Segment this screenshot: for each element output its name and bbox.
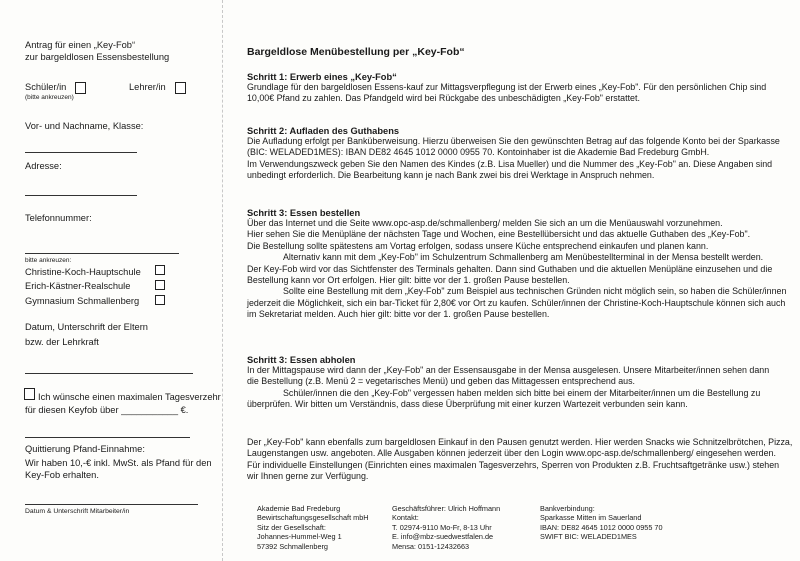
footer-company-line: Sitz der Gesellschaft: <box>257 522 326 532</box>
footer-bank-line: Bankverbindung: <box>540 504 595 513</box>
pause-shopping-line: Laugenstangen usw. angeboten. Alle Ausgaben können jederzeit über den Login www.opc-asp.de/schmallenberg/ eingesehen werden. <box>247 448 776 459</box>
footer-company-line: Akademie Bad Fredeburg <box>257 504 341 513</box>
step-3-line: Alternativ kann mit dem „Key-Fob" im Schulzentrum Schmallenberg am Menübestellterminal in der Mensa bestellt werden. <box>283 252 764 263</box>
school-3-checkbox[interactable] <box>155 295 165 305</box>
step-2-line: (BIC: WELADED1MES): IBAN DE82 4645 1012 0000 0955 70. Kontoinhaber ist die Akademie Bad Fredeburg GmbH. <box>247 147 710 158</box>
footer-contact-line: Geschäftsführer: Ulrich Hoffmann <box>392 504 501 513</box>
staff-signature-label: Datum & Unterschrift Mitarbeiter/in <box>25 508 130 515</box>
schueler-checkbox[interactable] <box>75 82 86 94</box>
school-2-checkbox[interactable] <box>155 280 165 290</box>
limit-checkbox[interactable] <box>24 388 35 400</box>
step-3-line: Der Key-Fob wird vor das Sichtfenster des Terminals gehalten. Dann sind Guthaben und die aktuellen Menüpläne einzusehen und die <box>247 263 773 274</box>
signature-label-line-2: bzw. der Lehrkraft <box>25 336 99 347</box>
name-field[interactable] <box>25 152 137 153</box>
section-step-4 <box>247 355 769 411</box>
schueler-label: Schüler/in <box>25 82 67 92</box>
footer-company-line: Bewirtschaftungsgesellschaft mbH <box>257 513 369 523</box>
form-header-line-1: Antrag für einen „Key-Fob“ <box>25 40 136 50</box>
footer-bank-line: IBAN: DE82 4645 1012 0000 0955 70 <box>540 522 663 532</box>
step-3-heading: Schritt 3: Essen bestellen <box>247 208 361 218</box>
step-4-line: In der Mittagspause wird dann der „Key-Fob" an der Essensausgabe in der Mensa ausgelesen. Unsere Mitarbeiter/innen sehen dann <box>247 365 770 375</box>
school-3-label: Gymnasium Schmallenberg <box>25 296 140 306</box>
pfand-text-line-2: Key-Fob erhalten. <box>25 469 99 480</box>
footer-contact-line: Kontakt: <box>392 513 419 523</box>
signature-label <box>25 322 148 348</box>
schueler-hint: (bitte ankreuzen) <box>25 94 74 101</box>
name-label: Vor- und Nachname, Klasse: <box>25 121 144 131</box>
step-1-heading: Schritt 1: Erwerb eines „Key-Fob“ <box>247 72 397 82</box>
pfand-title: Quittierung Pfand-Einnahme: <box>25 444 145 454</box>
form-header <box>25 40 169 63</box>
step-2-heading: Schritt 2: Aufladen des Guthabens <box>247 126 400 136</box>
school-1-label: Christine-Koch-Hauptschule <box>25 267 141 277</box>
footer-contact <box>392 504 500 551</box>
schools-hint: bitte ankreuzen: <box>25 257 72 264</box>
step-4-line: die Bestellung (z.B. Menü 2 = vegetarisches Menü) und geben das Mittagessen entsprechend aus. <box>247 376 636 387</box>
step-4-line: Schüler/innen die den „Key-Fob" vergessen haben melden sich bitte bei einem der Mitarbeiter/innen um die Bestellung zu <box>283 387 761 398</box>
pfand-text-line-1: Wir haben 10,-€ inkl. MwSt. als Pfand für den <box>25 458 212 468</box>
lehrer-label: Lehrer/in <box>129 82 166 92</box>
footer-company-line: 57392 Schmallenberg <box>257 541 328 551</box>
step-3-line: Über das Internet und die Seite www.opc-asp.de/schmallenberg/ melden Sie sich an um die Menüauswahl vorzunehmen. <box>247 218 723 228</box>
pfand-separator <box>25 437 190 438</box>
adresse-field[interactable] <box>25 195 137 196</box>
signature-label-line-1: Datum, Unterschrift der Eltern <box>25 322 148 332</box>
page-fold-divider <box>222 0 223 561</box>
footer-company-line: Johannes-Hummel-Weg 1 <box>257 532 342 542</box>
step-3-line: im Sekretariat melden. Auch hier gilt: bitte vor der 1. großen Pause bestellen. <box>247 309 550 320</box>
limit-text-line-2: für diesen Keyfob über ___________ €. <box>25 405 189 415</box>
doc-title: Bargeldlose Menübestellung per „Key-Fob“ <box>247 46 465 58</box>
telefon-label: Telefonnummer: <box>25 213 92 223</box>
footer-bank-line: Sparkasse Mitten im Sauerland <box>540 513 642 523</box>
section-step-3 <box>247 208 786 321</box>
footer-contact-line: Mensa: 0151-12432663 <box>392 541 470 551</box>
pause-shopping-line: wir Ihnen gerne zur Verfügung. <box>247 471 369 482</box>
step-2-line: Im Verwendungszweck geben Sie den Namen des Kindes (z.B. Lisa Mueller) und die Nummer des „Key-Fob" an. Diese Angaben sind <box>247 158 773 169</box>
signature-field[interactable] <box>25 373 193 374</box>
footer-bank <box>540 504 663 542</box>
section-pause-shopping <box>247 437 792 483</box>
step-2-line: Die Aufladung erfolgt per Banküberweisung. Hierzu überweisen Sie den gewünschten Betrag auf das folgende Konto bei der Sparkasse <box>247 136 780 146</box>
step-3-line: Bestellung kann vor Ort erfolgen. Hier gilt: bitte vor der 1. großen Pause bestellen. <box>247 275 570 286</box>
limit-text-line-1: Ich wünsche einen maximalen Tagesverzehr <box>38 392 221 402</box>
section-step-2 <box>247 126 780 182</box>
school-1-checkbox[interactable] <box>155 265 165 275</box>
footer-bank-line: SWIFT BIC: WELADED1MES <box>540 532 637 542</box>
lehrer-checkbox[interactable] <box>175 82 186 94</box>
step-3-line: jederzeit die Möglichkeit, sich ein bar-Ticket für 2,80€ vor Ort zu kaufen. Schüler/innen der Christine-Koch-Hauptschule können sich auch <box>247 297 786 308</box>
step-3-line: Sollte eine Bestellung mit dem „Key-Fob" zum Beispiel aus technischen Gründen nicht möglich sein, so haben die Schüler/innen <box>283 286 787 297</box>
footer-contact-line: T. 02974-9110 Mo-Fr, 8-13 Uhr <box>392 522 492 532</box>
form-header-line-2: zur bargeldlosen Essensbestellung <box>25 51 170 62</box>
adresse-label: Adresse: <box>25 161 62 171</box>
step-4-heading: Schritt 3: Essen abholen <box>247 355 356 365</box>
step-2-line: unbedingt erforderlich. Die Bearbeitung kann je nach Bank zwei bis drei Werktage in Anspruch nehmen. <box>247 170 655 181</box>
step-1-line: Grundlage für den bargeldlosen Essens-kauf zur Mittagsverpflegung ist der Erwerb eines „Key-Fob". Für den persönlichen Chip sind <box>247 82 767 92</box>
step-1-line: 10,00€ Pfand zu zahlen. Das Pfandgeld wird bei Rückgabe des unbeschädigten „Key-Fob" erstattet. <box>247 93 640 104</box>
pause-shopping-line: Für individuelle Einstellungen (Einrichten eines maximalen Tagesverzehrs, Sperren von Produkten z.B. Fruchtsaftgetränke usw.) stehen <box>247 459 780 470</box>
pfand-text <box>25 458 212 481</box>
pause-shopping-line: Der „Key-Fob" kann ebenfalls zum bargeldlosen Einkauf in den Pausen genutzt werden. Hier werden Snacks wie Schnitzelbrötchen, Pizza, <box>247 437 793 447</box>
step-3-line: Die Bestellung sollte spätestens am Vortag erfolgen, sodass unsere Küche entsprechend einkaufen und planen kann. <box>247 240 709 251</box>
step-4-line: überprüfen. Wir bitten um Verständnis, dass diese Überprüfung mit einer kurzen Wartezeit verbunden sein kann. <box>247 399 688 410</box>
footer-contact-line: E. info@mbz-suedwestfalen.de <box>392 532 494 542</box>
telefon-field[interactable] <box>25 253 179 254</box>
step-3-line: Hier sehen Sie die Menüpläne der nächsten Tage und Wochen, eine Bestellübersicht und das aktuelle Guthaben des „Key-Fob". <box>247 229 751 240</box>
footer-company <box>257 504 369 551</box>
staff-signature-field[interactable] <box>25 504 198 505</box>
section-step-1 <box>247 72 766 105</box>
school-2-label: Erich-Kästner-Realschule <box>25 281 131 291</box>
